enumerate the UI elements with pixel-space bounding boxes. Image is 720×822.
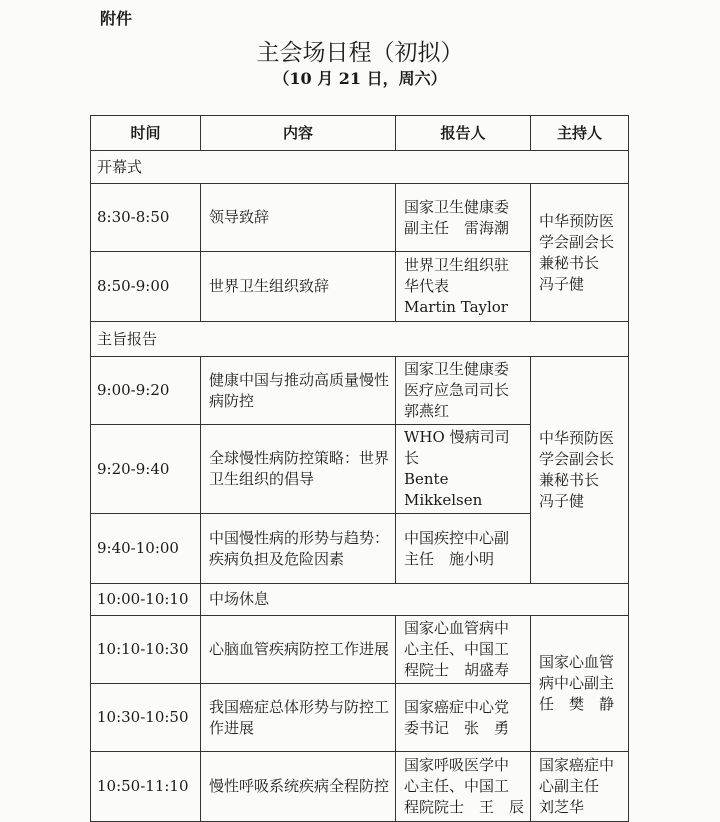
speaker-line: 委书记 张 勇	[404, 718, 510, 737]
speaker-line: 国家卫生健康委	[404, 197, 510, 216]
agenda-table	[90, 115, 629, 822]
host-line: 冯子健	[539, 492, 585, 510]
row-time: 10:10-10:30	[91, 616, 201, 684]
host-line: 学会副会长	[539, 450, 615, 468]
row-speaker	[396, 425, 531, 514]
table-row	[91, 616, 629, 684]
speaker-line: 主任 施小明	[404, 549, 495, 568]
table-row	[91, 184, 629, 252]
row-time: 10:30-10:50	[91, 684, 201, 752]
speaker-line: 心主任、中国工	[404, 777, 510, 795]
row-time: 8:50-9:00	[91, 252, 201, 322]
table-header-row	[91, 116, 629, 151]
row-time: 9:40-10:00	[91, 514, 201, 584]
speaker-line: 程院士 胡盛寿	[404, 661, 510, 679]
row-time: 8:30-8:50	[91, 184, 201, 252]
row-content: 心脑血管疾病防控工作进展	[201, 616, 396, 684]
row-host	[531, 184, 629, 322]
host-line: 心副主任	[539, 777, 600, 795]
host-line: 中华预防医	[539, 211, 615, 230]
section-row-keynote	[91, 322, 629, 357]
header-time: 时间	[91, 116, 201, 151]
page-subtitle-date: （10 月 21 日，周六）	[273, 69, 447, 88]
row-speaker	[396, 514, 531, 584]
row-time: 9:20-9:40	[91, 425, 201, 514]
table-row	[91, 752, 629, 822]
row-time: 10:00-10:10	[91, 584, 201, 616]
speaker-line: WHO 慢病司司	[404, 428, 510, 446]
speaker-line: 国家呼吸医学中	[404, 756, 510, 774]
header-host: 主持人	[531, 116, 629, 151]
row-content: 全球慢性病防控策略：世界卫生组织的倡导	[201, 425, 396, 514]
speaker-line: 副主任 雷海潮	[404, 218, 510, 237]
page-title: 主会场日程（初拟）	[256, 40, 464, 66]
host-line: 冯子健	[539, 274, 585, 293]
speaker-line: 国家癌症中心党	[404, 697, 510, 716]
host-line: 兼秘书长	[539, 471, 600, 489]
row-speaker	[396, 616, 531, 684]
section-opening: 开幕式	[91, 151, 629, 184]
host-line: 国家癌症中	[539, 756, 615, 774]
row-host	[531, 357, 629, 584]
section-row-opening	[91, 151, 629, 184]
row-content: 健康中国与推动高质量慢性病防控	[201, 357, 396, 425]
host-line: 病中心副主	[539, 674, 615, 692]
section-keynote: 主旨报告	[91, 322, 629, 357]
speaker-line: 中国疾控中心副	[404, 528, 510, 547]
row-content-break: 中场休息	[201, 584, 629, 616]
table-row-break	[91, 584, 629, 616]
speaker-line: Bente Mikkelsen	[404, 470, 483, 509]
row-host	[531, 616, 629, 752]
speaker-line: 国家卫生健康委	[404, 360, 510, 378]
host-line: 中华预防医	[539, 429, 615, 447]
attachment-label: 附件	[100, 9, 133, 28]
speaker-line: 长	[404, 449, 420, 467]
speaker-line: 心主任、中国工	[404, 640, 510, 658]
speaker-line: Martin Taylor	[404, 298, 508, 316]
header-content: 内容	[201, 116, 396, 151]
row-content: 慢性呼吸系统疾病全程防控	[201, 752, 396, 822]
speaker-line: 华代表	[404, 277, 450, 295]
speaker-line: 程院院士 王 辰	[404, 798, 525, 816]
row-speaker	[396, 357, 531, 425]
speaker-line: 医疗应急司司长	[404, 381, 510, 399]
row-content: 中国慢性病的形势与趋势：疾病负担及危险因素	[201, 514, 396, 584]
row-speaker	[396, 752, 531, 822]
row-speaker	[396, 184, 531, 252]
row-time: 10:50-11:10	[91, 752, 201, 822]
row-content: 领导致辞	[201, 184, 396, 252]
host-line: 学会副会长	[539, 232, 615, 251]
speaker-line: 国家心血管病中	[404, 619, 510, 637]
row-speaker	[396, 252, 531, 322]
table-row	[91, 357, 629, 425]
host-line: 刘芝华	[539, 798, 585, 816]
host-line: 国家心血管	[539, 653, 615, 671]
host-line: 兼秘书长	[539, 253, 600, 272]
header-speaker: 报告人	[396, 116, 531, 151]
row-time: 9:00-9:20	[91, 357, 201, 425]
speaker-line: 郭燕红	[404, 402, 450, 420]
speaker-line: 世界卫生组织驻	[404, 256, 510, 274]
row-content: 我国癌症总体形势与防控工作进展	[201, 684, 396, 752]
row-content: 世界卫生组织致辞	[201, 252, 396, 322]
host-line: 任 樊 静	[539, 695, 615, 713]
row-speaker	[396, 684, 531, 752]
row-host	[531, 752, 629, 822]
